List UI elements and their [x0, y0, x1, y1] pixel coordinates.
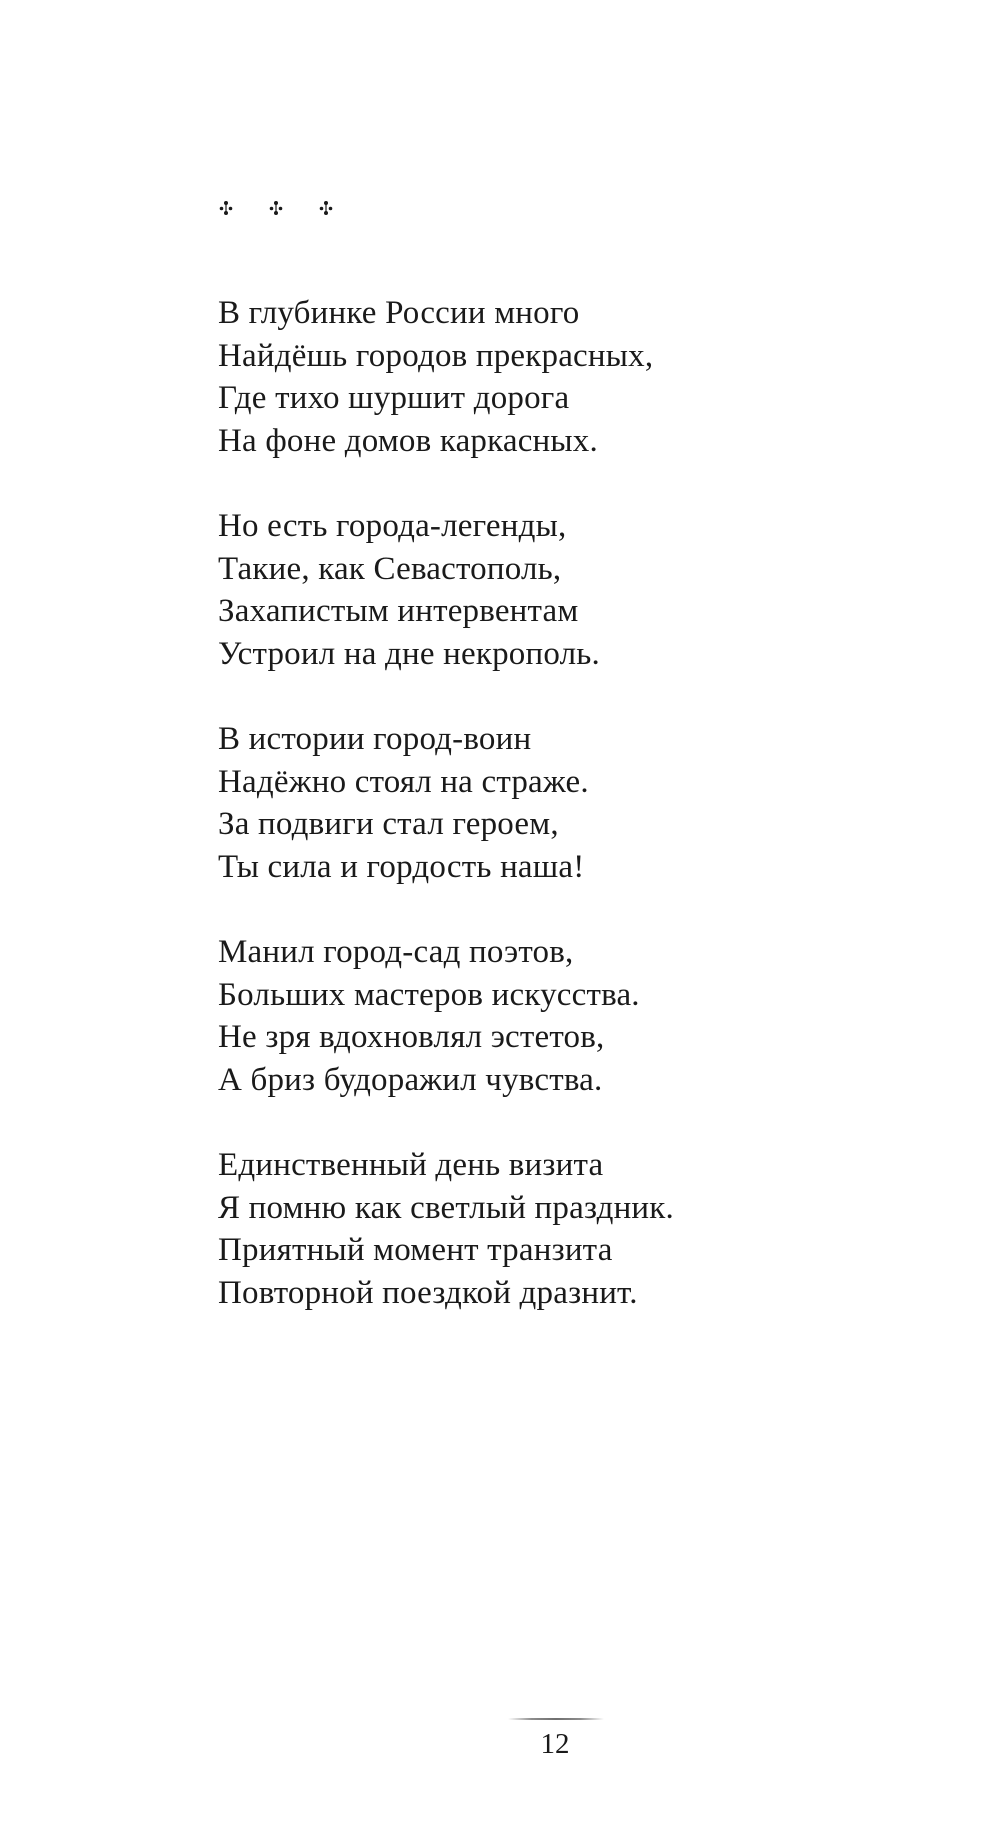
poem-line: Надёжно стоял на страже.: [218, 763, 589, 800]
asterism-icon: [268, 200, 284, 216]
poem-line: Повторной поездкой дразнит.: [218, 1274, 638, 1311]
stanza: [218, 931, 938, 1101]
poem-line: Устроил на дне некрополь.: [218, 635, 600, 672]
poem-line: А бриз будоражил чувства.: [218, 1061, 603, 1098]
stanza: [218, 718, 938, 888]
stanza: [218, 1144, 938, 1314]
poem-line: Больших мастеров искусства.: [218, 976, 640, 1013]
poem-line: Я помню как светлый праздник.: [218, 1189, 674, 1226]
section-ornament: [218, 200, 334, 216]
poem-line: Не зря вдохновлял эстетов,: [218, 1019, 605, 1055]
poem-line: Единственный день визита: [218, 1147, 604, 1183]
poem-line: Но есть города-легенды,: [218, 508, 567, 544]
stanza: [218, 505, 938, 675]
poem-line: За подвиги стал героем,: [218, 806, 559, 842]
poem-line: Найдёшь городов прекрасных,: [218, 337, 654, 374]
stanza: [218, 292, 938, 462]
poem-line: На фоне домов каркасных.: [218, 422, 598, 459]
poem-line: Манил город-сад поэтов,: [218, 934, 574, 970]
page-number: 12: [540, 1728, 570, 1760]
asterism-icon: [318, 200, 334, 216]
poem-line: В истории город-воин: [218, 721, 532, 757]
footer-rule: [508, 1718, 604, 1720]
poem-line: Приятный момент транзита: [218, 1232, 613, 1268]
asterism-icon: [218, 200, 234, 216]
poem-body: [218, 292, 938, 1357]
poem-line: Где тихо шуршит дорога: [218, 380, 570, 416]
poem-line: В глубинке России много: [218, 295, 580, 331]
poem-line: Такие, как Севастополь,: [218, 550, 562, 587]
poem-line: Ты сила и гордость наша!: [218, 848, 585, 885]
poem-line: Захапистым интервентам: [218, 593, 579, 629]
